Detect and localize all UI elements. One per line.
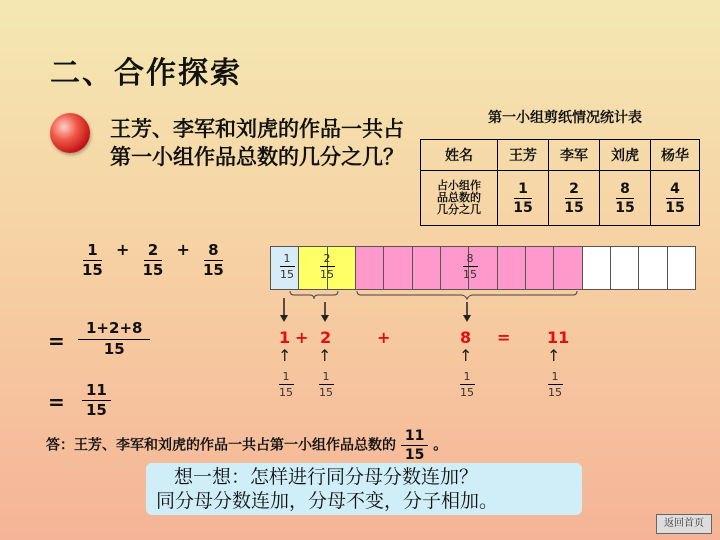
numerator: 2 (144, 243, 162, 261)
plus-sign: + (295, 328, 309, 347)
think-answer: 同分母分数连加，分母不变，分子相加。 (156, 490, 499, 512)
denominator: 15 (463, 268, 477, 281)
table-cell (651, 171, 700, 226)
table-header-cell: 姓名 (421, 140, 498, 171)
table-cell (498, 171, 549, 226)
numerator: 1 (279, 371, 294, 385)
bar-segment (638, 246, 667, 290)
bar-label (316, 252, 338, 280)
numerator: 2 (320, 253, 335, 267)
addend-3: 8 (460, 328, 472, 347)
fraction (276, 253, 298, 280)
addend-1: 1 (279, 328, 291, 347)
fraction (316, 253, 338, 280)
denominator: 15 (142, 261, 164, 279)
denominator: 15 (86, 401, 107, 419)
numerator: 8 (463, 253, 478, 267)
denominator: 15 (320, 268, 334, 281)
table-header-cell: 李军 (549, 140, 600, 171)
table-cell (549, 171, 600, 226)
denominator: 15 (279, 386, 293, 399)
numerator: 1+2+8 (78, 321, 150, 340)
expression-row (78, 240, 228, 278)
up-arrow-icon: ↑ (547, 346, 561, 365)
row-label-line: 占小组作 (437, 179, 481, 192)
answer-line (46, 429, 447, 462)
fraction (82, 383, 111, 418)
table-header-cell: 刘虎 (600, 140, 651, 171)
table-header-cell: 杨华 (651, 140, 700, 171)
equals-sign: = (497, 328, 511, 347)
equals-sign: = (48, 329, 65, 353)
combined-fraction (78, 318, 150, 357)
fraction (456, 371, 478, 398)
bar-segment (582, 246, 611, 290)
unit-fraction (456, 370, 478, 398)
fraction (459, 253, 481, 280)
denominator: 15 (82, 261, 103, 279)
denominator: 15 (103, 340, 125, 358)
back-home-button[interactable]: 返回首页 (656, 514, 712, 534)
think-question: 想一想：怎样进行同分母分数连加？ (174, 466, 479, 488)
down-arrow-icon (321, 315, 329, 322)
denominator: 15 (404, 447, 425, 463)
numerator: 1 (280, 253, 295, 267)
answer-end: 。 (433, 437, 448, 454)
up-arrow-icon: ↑ (278, 346, 292, 365)
plus-sign: + (115, 240, 130, 259)
sum-value: 11 (547, 328, 570, 347)
denominator: 15 (319, 386, 333, 399)
fraction (199, 243, 228, 278)
numerator: 11 (401, 429, 428, 446)
plus-sign: + (176, 240, 190, 259)
stats-table (420, 139, 700, 226)
bar-segment (525, 246, 554, 290)
fraction (78, 321, 150, 357)
bar-segment (497, 246, 526, 290)
numerator: 1 (83, 243, 101, 261)
numerator: 8 (204, 243, 222, 261)
numerator: 1 (319, 371, 334, 385)
answer-fraction (401, 429, 428, 462)
table-cell (600, 171, 651, 226)
fraction (138, 243, 167, 278)
fraction (275, 371, 297, 398)
fraction (611, 182, 638, 215)
bar-segment (553, 246, 582, 290)
fraction (560, 182, 587, 215)
bar-label (459, 252, 481, 280)
bullet-ball-icon (50, 113, 90, 153)
addend-2: 2 (320, 328, 332, 347)
numerator: 4 (666, 182, 684, 199)
down-arrow-icon (280, 315, 288, 322)
numerator: 1 (548, 371, 563, 385)
bar-segment (667, 246, 696, 290)
denominator: 15 (280, 268, 294, 281)
fraction (509, 182, 536, 215)
brace-arrows (260, 288, 600, 328)
bar-segment (355, 246, 384, 290)
plus-sign: + (377, 328, 391, 347)
table-fraction-row (421, 171, 700, 226)
bar-segment (383, 246, 412, 290)
brace-icon (357, 291, 577, 299)
bar-segment (412, 246, 441, 290)
denominator: 15 (202, 261, 224, 279)
denominator: 15 (460, 386, 474, 399)
table-row-label (421, 171, 498, 226)
fraction (315, 371, 337, 398)
unit-fraction (544, 370, 566, 398)
row-label-line: 品总数的 (437, 191, 481, 204)
question-text: 王芳、李军和刘虎的作品一共占第一小组作品总数的几分之几？ (110, 117, 404, 169)
fraction (544, 371, 566, 398)
numerator: 11 (82, 383, 111, 401)
table-header-cell: 王芳 (498, 140, 549, 171)
equals-sign: = (48, 390, 65, 414)
result-fraction (82, 380, 111, 418)
bar-segment (610, 246, 639, 290)
table-header-row (421, 140, 700, 171)
numerator: 1 (460, 371, 475, 385)
numerator: 8 (616, 182, 634, 199)
up-arrow-icon: ↑ (318, 346, 332, 365)
brace-icon (290, 291, 338, 299)
fraction (78, 243, 107, 278)
table-caption: 第一小组剪纸情况统计表 (488, 110, 642, 126)
unit-fraction (275, 370, 297, 398)
think-box (146, 463, 582, 515)
denominator: 15 (548, 386, 562, 399)
up-arrow-icon: ↑ (459, 346, 473, 365)
numerator: 1 (514, 182, 532, 199)
answer-text: 答：王芳、李军和刘虎的作品一共占第一小组作品总数的 (46, 437, 396, 454)
denominator: 15 (513, 200, 533, 216)
bar-label (276, 252, 298, 280)
denominator: 15 (615, 200, 635, 216)
down-arrow-icon (463, 315, 471, 322)
numerator: 2 (565, 182, 583, 199)
denominator: 15 (665, 200, 685, 216)
unit-fraction (315, 370, 337, 398)
page-title: 二、合作探索 (50, 56, 242, 91)
fraction (661, 182, 688, 215)
row-label-line: 几分之几 (437, 203, 481, 216)
denominator: 15 (564, 200, 584, 216)
